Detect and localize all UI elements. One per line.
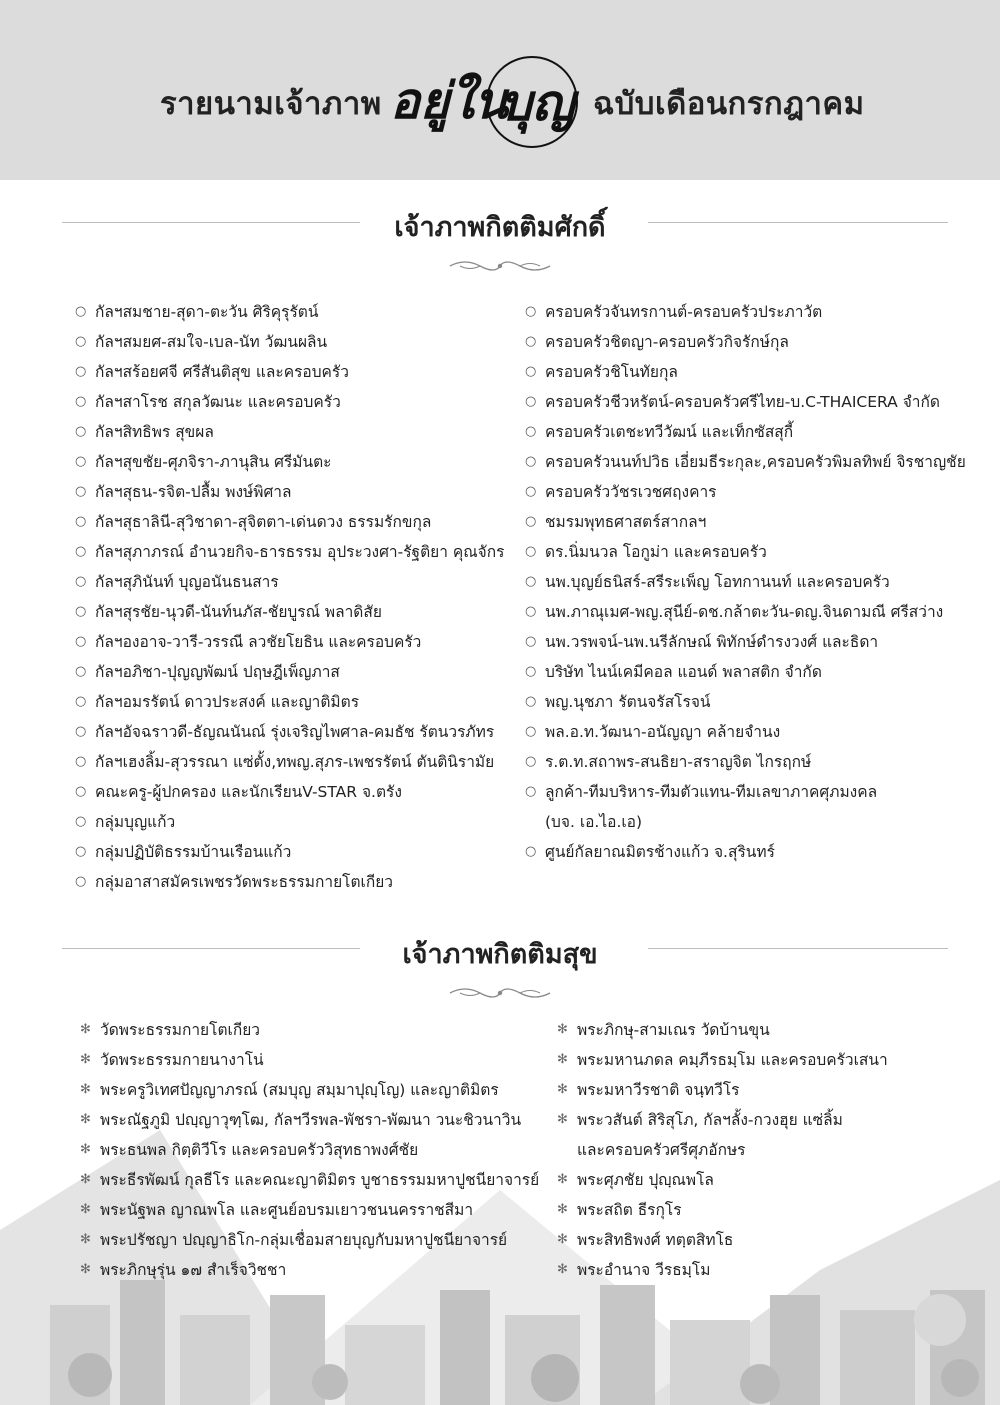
magazine-logo	[385, 50, 590, 158]
list-item-text: พระวสันต์ สิริสุโภ, กัลฯลั้ง-กวงฮุย แซ่ลิ้ม	[577, 1111, 843, 1129]
circle-bullet-icon: ○	[75, 334, 87, 349]
star-bullet-icon: ✻	[80, 1262, 91, 1277]
circle-bullet-icon: ○	[525, 724, 537, 739]
list-item	[557, 1105, 888, 1135]
list-item	[80, 1135, 539, 1165]
list-item	[525, 747, 966, 777]
list-item-text: พระนัฐพล ญาณพโล และศูนย์อบรมเยาวชนนครราชสีมา	[100, 1201, 474, 1219]
list-item-text: พระธีรพัฒน์ กุลธีโร และคณะญาติมิตร บูชาธรรมมหาปูชนียาจารย์	[100, 1171, 540, 1189]
list-item-text: กัลฯอมรรัตน์ ดาวประสงค์ และญาติมิตร	[95, 693, 360, 711]
list-item-text: กลุ่มปฏิบัติธรรมบ้านเรือนแก้ว	[95, 843, 292, 861]
circle-bullet-icon: ○	[75, 814, 87, 829]
list-item	[525, 837, 966, 867]
header-banner	[0, 0, 1000, 180]
circle-bullet-icon: ○	[75, 574, 87, 589]
list-item	[75, 867, 504, 897]
list-item-text: พระครูวิเทศปัญญาภรณ์ (สมบุญ สมฺมาปุญฺโญ) และญาติมิตร	[100, 1081, 499, 1099]
list-item	[525, 657, 966, 687]
list-item	[525, 777, 966, 807]
list-item-text: ชมรมพุทธศาสตร์สากลฯ	[545, 513, 707, 531]
bubble-shape	[740, 1364, 780, 1404]
list-item	[75, 567, 504, 597]
list-item-text: กัลฯสุรชัย-นุวดี-นันท์นภัส-ชัยบูรณ์ พลาดิสัย	[95, 603, 382, 621]
list-item	[525, 387, 966, 417]
star-bullet-icon: ✻	[80, 1082, 91, 1097]
list-item	[75, 657, 504, 687]
list-item-text: กัลฯสาโรช สกุลวัฒนะ และครอบครัว	[95, 393, 341, 411]
list-item	[525, 447, 966, 477]
list-item-text: กัลฯอัจฉราวดี-ธัญณนันณ์ รุ่งเจริญไพศาล-คมธัช รัตนวรภัทร	[95, 723, 495, 741]
list-item	[80, 1045, 539, 1075]
list-item-text: พระอำนาจ วีรธมฺโม	[577, 1261, 711, 1279]
star-bullet-icon: ✻	[80, 1232, 91, 1247]
list-item	[75, 597, 504, 627]
list-item-text: กัลฯสร้อยศจี ศรีสันติสุข และครอบครัว	[95, 363, 349, 381]
list-item-text: กลุ่มบุญแก้ว	[95, 813, 176, 831]
section2-ornament-icon	[440, 983, 560, 1003]
list-item	[80, 1105, 539, 1135]
circle-bullet-icon: ○	[75, 634, 87, 649]
list-item-text: กลุ่มอาสาสมัครเพชรวัดพระธรรมกายโตเกียว	[95, 873, 394, 891]
list-item-text: พระปรัชญา ปญฺญาธิโก-กลุ่มเชื่อมสายบุญกับมหาปูชนียาจารย์	[100, 1231, 508, 1249]
section1-title: เจ้าภาพกิตติมศักดิ์	[394, 212, 606, 243]
star-bullet-icon: ✻	[557, 1052, 568, 1067]
star-bullet-icon: ✻	[557, 1202, 568, 1217]
circle-bullet-icon: ○	[525, 394, 537, 409]
list-item-text: พระมหาวีรชาติ จนฺทวีโร	[577, 1081, 740, 1099]
section2-title: เจ้าภาพกิตติมสุข	[402, 939, 598, 970]
section1-right-list	[525, 297, 966, 867]
star-bullet-icon: ✻	[557, 1022, 568, 1037]
list-item-text: กัลฯสุขชัย-ศุภจิรา-ภานุสิน ศรีมันตะ	[95, 453, 332, 471]
circle-bullet-icon: ○	[75, 454, 87, 469]
list-item-text: กัลฯสิทธิพร สุขผล	[95, 423, 214, 441]
circle-bullet-icon: ○	[525, 754, 537, 769]
list-item-text: ครอบครัวจันทรกานต์-ครอบครัวประภาวัต	[545, 303, 823, 321]
list-item	[525, 687, 966, 717]
circle-bullet-icon: ○	[75, 424, 87, 439]
section1-ornament-icon	[440, 256, 560, 276]
list-item	[75, 627, 504, 657]
list-item	[557, 1195, 888, 1225]
circle-bullet-icon: ○	[75, 694, 87, 709]
list-item-text: พระสถิต ธีรกุโร	[577, 1201, 682, 1219]
circle-bullet-icon: ○	[75, 754, 87, 769]
star-bullet-icon: ✻	[80, 1112, 91, 1127]
star-bullet-icon: ✻	[557, 1262, 568, 1277]
list-item-text: ลูกค้า-ทีมบริหาร-ทีมตัวแทน-ทีมเลขาภาคศุภมงคล	[545, 783, 878, 801]
list-item	[525, 327, 966, 357]
list-item-text: กัลฯเฮงลิ้ม-สุวรรณา แซ่ตั้ง,ทพญ.สุภร-เพชรรัตน์ ตันตินิรามัย	[95, 753, 495, 771]
list-item-text: พระศุภชัย ปุญฺณพโล	[577, 1171, 714, 1189]
list-item-text: กัลฯสุธน-รจิต-ปลื้ม พงษ์พิศาล	[95, 483, 292, 501]
circle-bullet-icon: ○	[75, 844, 87, 859]
list-item	[80, 1075, 539, 1105]
list-item-text: กัลฯสมยศ-สมใจ-เบล-นัท วัฒนผลิน	[95, 333, 328, 351]
list-item	[525, 537, 966, 567]
circle-bullet-icon: ○	[75, 544, 87, 559]
list-item	[557, 1255, 888, 1285]
list-item-text: พระธนพล กิตฺติวีโร และครอบครัววิสุทธาพงศ์ชัย	[100, 1141, 419, 1159]
list-item	[80, 1165, 539, 1195]
bubble-shape	[531, 1354, 579, 1402]
building-shape	[345, 1325, 425, 1405]
circle-bullet-icon: ○	[525, 334, 537, 349]
list-item	[75, 357, 504, 387]
circle-bullet-icon: ○	[525, 634, 537, 649]
list-item	[557, 1015, 888, 1045]
circle-bullet-icon: ○	[75, 784, 87, 799]
list-item-text: กัลฯสุภินันท์ บุญอนันธนสาร	[95, 573, 279, 591]
bubble-shape	[312, 1364, 348, 1400]
list-item	[557, 1075, 888, 1105]
list-item	[75, 477, 504, 507]
logo-text-2: บุญ	[500, 73, 575, 132]
building-shape	[600, 1285, 655, 1405]
circle-bullet-icon: ○	[525, 364, 537, 379]
circle-bullet-icon: ○	[525, 784, 537, 799]
building-shape	[670, 1320, 750, 1405]
list-item-text: บริษัท ไนน์เคมีคอล แอนด์ พลาสติก จำกัด	[545, 663, 822, 681]
star-bullet-icon: ✻	[557, 1232, 568, 1247]
list-item-text: กัลฯสมชาย-สุดา-ตะวัน ศิริคุรุรัตน์	[95, 303, 319, 321]
list-item	[80, 1255, 539, 1285]
list-item-text: ครอบครัวชีวหรัตน์-ครอบครัวศรีไทย-บ.C-THAICERA จำกัด	[545, 393, 940, 411]
circle-bullet-icon: ○	[75, 874, 87, 889]
list-item-text: ครอบครัวเตชะทวีวัฒน์ และเท็กซัสสุกี้	[545, 423, 794, 441]
list-item	[75, 747, 504, 777]
circle-bullet-icon: ○	[525, 544, 537, 559]
section2-right-list	[557, 1015, 888, 1285]
star-bullet-icon: ✻	[80, 1052, 91, 1067]
list-item-continuation: (บจ. เอ.ไอ.เอ)	[545, 813, 643, 831]
list-item	[75, 837, 504, 867]
star-bullet-icon: ✻	[557, 1172, 568, 1187]
circle-bullet-icon: ○	[75, 604, 87, 619]
list-item	[525, 717, 966, 747]
list-item-text: ศูนย์กัลยาณมิตรช้างแก้ว จ.สุรินทร์	[545, 843, 775, 861]
list-item	[557, 1165, 888, 1195]
list-item-continuation: และครอบครัวศรีศุภอักษร	[577, 1141, 746, 1159]
header-title-left: รายนามเจ้าภาพ	[160, 86, 382, 122]
star-bullet-icon: ✻	[557, 1082, 568, 1097]
circle-bullet-icon: ○	[525, 304, 537, 319]
circle-bullet-icon: ○	[525, 514, 537, 529]
list-item-text: ครอบครัวชิตญา-ครอบครัวกิจรักษ์กุล	[545, 333, 789, 351]
list-item	[525, 357, 966, 387]
list-item	[75, 297, 504, 327]
list-item	[75, 417, 504, 447]
list-item	[525, 417, 966, 447]
list-item-text: นพ.วรพจน์-นพ.นรีลักษณ์ พิทักษ์ดำรงวงศ์ และธิดา	[545, 633, 879, 651]
list-item-text: กัลฯสุธาลินี-สุวิชาดา-สุจิตตา-เด่นดวง ธรรมรักขกุล	[95, 513, 432, 531]
list-item-text: ครอบครัวชิโนทัยกุล	[545, 363, 678, 381]
list-item	[75, 507, 504, 537]
list-item-text: วัดพระธรรมกายนางาโน่	[100, 1051, 264, 1069]
section2-left-list	[80, 1015, 539, 1285]
list-item	[75, 447, 504, 477]
circle-bullet-icon: ○	[75, 664, 87, 679]
circle-bullet-icon: ○	[525, 844, 537, 859]
list-item-text: พล.อ.ท.วัฒนา-อนัญญา คล้ายจำนง	[545, 723, 781, 741]
list-item	[75, 777, 504, 807]
header-title-right: ฉบับเดือนกรกฎาคม	[593, 86, 865, 122]
star-bullet-icon: ✻	[557, 1112, 568, 1127]
section1-left-list	[75, 297, 504, 897]
list-item-text: พญ.นุชภา รัตนจรัสโรจน์	[545, 693, 711, 711]
list-item	[75, 807, 504, 837]
circle-bullet-icon: ○	[525, 424, 537, 439]
list-item-text: กัลฯสุภาภรณ์ อำนวยกิจ-ธารธรรม อุประวงศา-รัฐติยา คุณจักร	[95, 543, 505, 561]
list-item-text: พระสิทธิพงศ์ ทตฺตสิทโธ	[577, 1231, 734, 1249]
star-bullet-icon: ✻	[80, 1142, 91, 1157]
star-bullet-icon: ✻	[80, 1172, 91, 1187]
list-item	[525, 567, 966, 597]
list-item	[75, 717, 504, 747]
star-bullet-icon: ✻	[80, 1202, 91, 1217]
building-shape	[120, 1280, 165, 1405]
list-item-text: ดร.นิ่มนวล โอกูม่า และครอบครัว	[545, 543, 767, 561]
list-item	[525, 297, 966, 327]
bubble-shape	[68, 1353, 112, 1397]
list-item	[525, 477, 966, 507]
list-item	[557, 1045, 888, 1075]
circle-bullet-icon: ○	[525, 454, 537, 469]
list-item	[525, 507, 966, 537]
circle-bullet-icon: ○	[525, 694, 537, 709]
star-bullet-icon: ✻	[80, 1022, 91, 1037]
list-item	[80, 1225, 539, 1255]
list-item-text: นพ.บุญย์ธนิสร์-สรีระเพ็ญ โอทกานนท์ และครอบครัว	[545, 573, 890, 591]
circle-bullet-icon: ○	[75, 724, 87, 739]
list-item	[525, 597, 966, 627]
list-item	[75, 327, 504, 357]
circle-bullet-icon: ○	[525, 484, 537, 499]
list-item-text: นพ.ภาณุเมศ-พญ.สุนีย์-ดช.กล้าตะวัน-ดญ.จินดามณี ศรีสว่าง	[545, 603, 944, 621]
logo-text-1: อยู่ใน	[390, 71, 508, 130]
list-item	[75, 687, 504, 717]
circle-bullet-icon: ○	[75, 514, 87, 529]
bubble-shape	[941, 1359, 979, 1397]
list-item	[80, 1015, 539, 1045]
circle-bullet-icon: ○	[75, 394, 87, 409]
list-item-text: กัลฯอภิชา-ปุญญพัฒน์ ปฤษฎีเพ็ญภาส	[95, 663, 340, 681]
list-item	[525, 627, 966, 657]
list-item-text: ครอบครัวนนท์ปวิธ เอี่ยมธีระกุละ,ครอบครัวพิมลทิพย์ จิรชาญชัย	[545, 453, 966, 471]
list-item-text: กัลฯองอาจ-วารี-วรรณี ลวชัยโยธิน และครอบครัว	[95, 633, 422, 651]
list-item-text: วัดพระธรรมกายโตเกียว	[100, 1021, 260, 1039]
building-shape	[440, 1290, 490, 1405]
list-item-text: ครอบครัววัชรเวชศฤงคาร	[545, 483, 717, 501]
list-item	[75, 537, 504, 567]
circle-bullet-icon: ○	[75, 364, 87, 379]
list-item-text: พระณัฐภูมิ ปญฺญาวุฑฺโฒ, กัลฯวีรพล-พัชรา-พัฒนา วนะชิวนาวิน	[100, 1111, 522, 1129]
list-item	[80, 1195, 539, 1225]
list-item-text: พระมหานภดล คมฺภีรธมฺโม และครอบครัวเสนา	[577, 1051, 888, 1069]
list-item	[557, 1225, 888, 1255]
bubble-shape	[914, 1294, 966, 1346]
list-item	[75, 387, 504, 417]
circle-bullet-icon: ○	[75, 484, 87, 499]
list-item-text: ร.ต.ท.สถาพร-สนธิยา-สราญจิต ไกรฤกษ์	[545, 753, 812, 771]
building-shape	[840, 1310, 915, 1405]
circle-bullet-icon: ○	[75, 304, 87, 319]
list-item-text: คณะครู-ผู้ปกครอง และนักเรียนV-STAR จ.ตรัง	[95, 783, 402, 801]
circle-bullet-icon: ○	[525, 604, 537, 619]
circle-bullet-icon: ○	[525, 664, 537, 679]
list-item-text: พระภิกษุรุ่น ๑๗ สำเร็จวิชชา	[100, 1261, 287, 1279]
list-item-text: พระภิกษุ-สามเณร วัดบ้านขุน	[577, 1021, 770, 1039]
circle-bullet-icon: ○	[525, 574, 537, 589]
building-shape	[180, 1315, 250, 1405]
